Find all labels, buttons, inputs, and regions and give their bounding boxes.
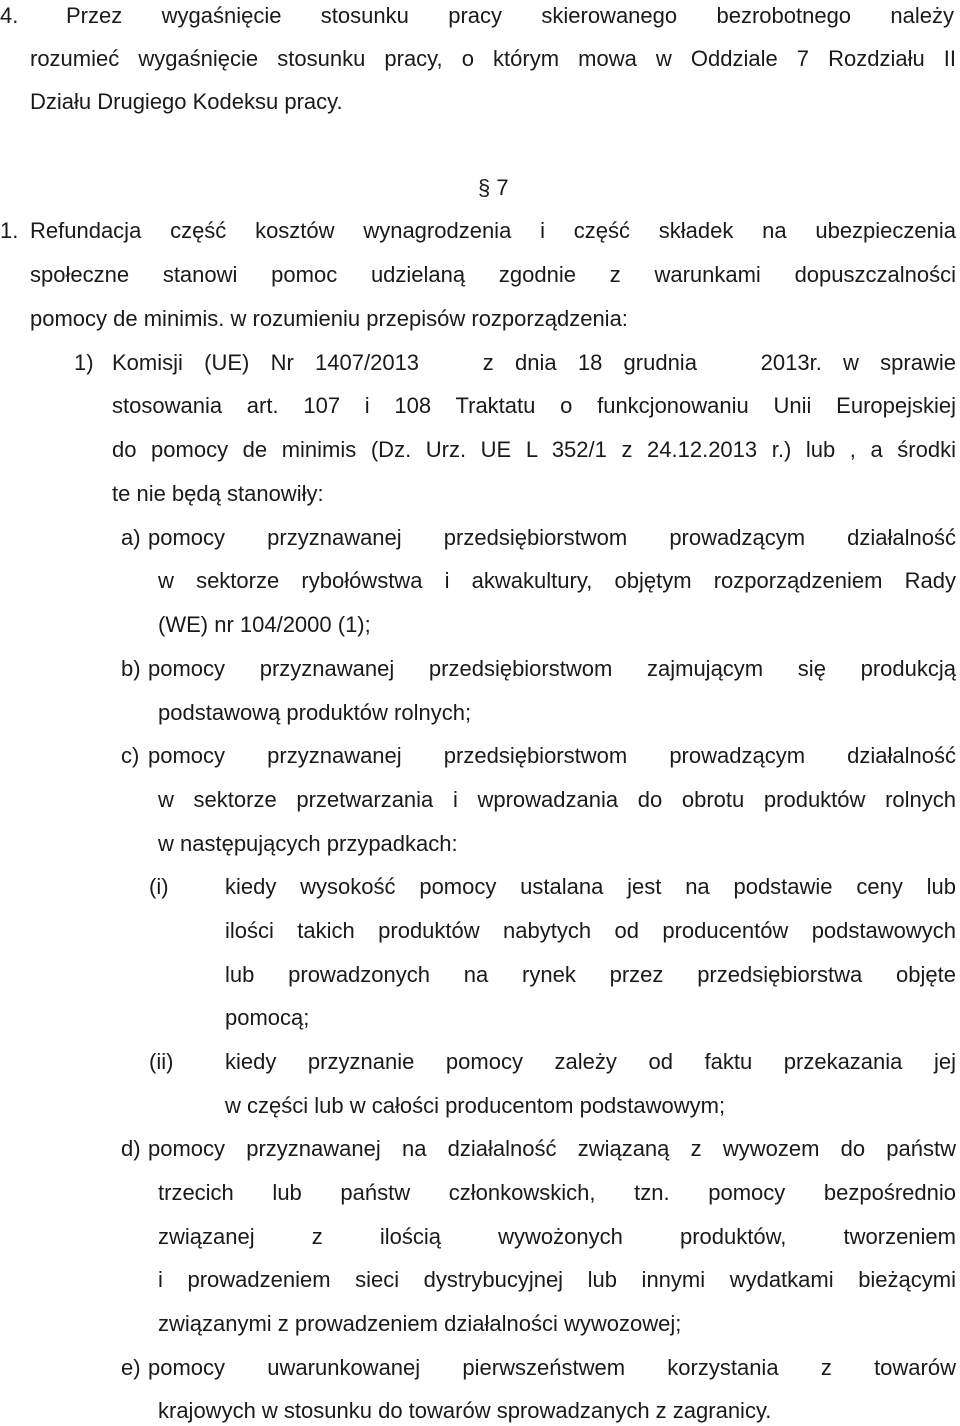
item-1-line-3: pomocy de minimis. w rozumieniu przepisów rozporządzenia: [30, 306, 628, 331]
case-i-line-3: lub prowadzonych na rynek przez przedsiębiorstwa objęte [225, 962, 956, 987]
point-a-line-2: w sektorze rybołówstwa i akwakultury, objętym rozporządzeniem Rady [158, 568, 956, 593]
case-i-line-4: pomocą; [225, 1005, 310, 1030]
point-e-line-2: krajowych w stosunku do towarów sprowadzanych z zagranicy. [158, 1398, 772, 1423]
item-1-line-1: Refundacja część kosztów wynagrodzenia i część składek na ubezpieczenia [30, 218, 956, 243]
point-c-line-2: w sektorze przetwarzania i wprowadzania do obrotu produktów rolnych [158, 787, 956, 812]
sub-1-line-1: Komisji (UE) Nr 1407/2013 z dnia 18 grudnia 2013r. w sprawie [112, 350, 956, 375]
point-b-line-1: pomocy przyznawanej przedsiębiorstwom zajmującym się produkcją [148, 656, 956, 681]
item-4-line-1: Przez wygaśnięcie stosunku pracy skierowanego bezrobotnego należy [66, 3, 954, 28]
point-d-line-2: trzecich lub państw członkowskich, tzn. pomocy bezpośrednio [158, 1180, 956, 1205]
item-4-marker: 4. [0, 3, 19, 28]
case-ii-line-1: kiedy przyznanie pomocy zależy od faktu przekazania jej [225, 1049, 956, 1074]
section-number: 7 [496, 175, 509, 200]
case-ii-marker: (ii) [149, 1049, 174, 1074]
section-heading [478, 174, 509, 202]
point-c-marker: c) [121, 743, 140, 768]
item-4-line-3: Działu Drugiego Kodeksu pracy. [30, 89, 343, 114]
section-sign: § [478, 175, 491, 200]
point-d-line-3: związanej z ilością wywożonych produktów, tworzeniem [158, 1224, 956, 1249]
item-1-marker: 1. [0, 218, 19, 243]
point-a-marker: a) [121, 525, 141, 550]
point-b-marker: b) [121, 656, 141, 681]
case-i-marker: (i) [149, 874, 169, 899]
sub-1-line-3: do pomocy de minimis (Dz. Urz. UE L 352/1 z 24.12.2013 r.) lub , a środki [112, 437, 956, 462]
point-d-line-5: związanymi z prowadzeniem działalności wywozowej; [158, 1311, 682, 1336]
sub-1-marker: 1) [74, 350, 94, 375]
item-1-line-2: społeczne stanowi pomoc udzielaną zgodnie z warunkami dopuszczalności [30, 262, 956, 287]
point-d-line-1: pomocy przyznawanej na działalność związaną z wywozem do państw [148, 1136, 956, 1161]
point-a-line-1: pomocy przyznawanej przedsiębiorstwom prowadzącym działalność [148, 525, 956, 550]
case-i-line-1: kiedy wysokość pomocy ustalana jest na podstawie ceny lub [225, 874, 956, 899]
point-e-marker: e) [121, 1355, 141, 1380]
point-a-line-3: (WE) nr 104/2000 (1); [158, 612, 371, 637]
sub-1-line-2: stosowania art. 107 i 108 Traktatu o funkcjonowaniu Unii Europejskiej [112, 393, 956, 418]
point-e-line-1: pomocy uwarunkowanej pierwszeństwem korzystania z towarów [148, 1355, 956, 1380]
point-b-line-2: podstawową produktów rolnych; [158, 700, 472, 725]
case-ii-line-2: w części lub w całości producentom podstawowym; [225, 1093, 726, 1118]
point-c-line-3: w następujących przypadkach: [158, 831, 458, 856]
point-c-line-1: pomocy przyznawanej przedsiębiorstwom prowadzącym działalność [148, 743, 956, 768]
sub-1-line-4: te nie będą stanowiły: [112, 481, 324, 506]
item-4-line-2: rozumieć wygaśnięcie stosunku pracy, o którym mowa w Oddziale 7 Rozdziału II [30, 46, 956, 71]
point-d-line-4: i prowadzeniem sieci dystrybucyjnej lub innymi wydatkami bieżącymi [158, 1267, 956, 1292]
case-i-line-2: ilości takich produktów nabytych od producentów podstawowych [225, 918, 956, 943]
point-d-marker: d) [121, 1136, 141, 1161]
